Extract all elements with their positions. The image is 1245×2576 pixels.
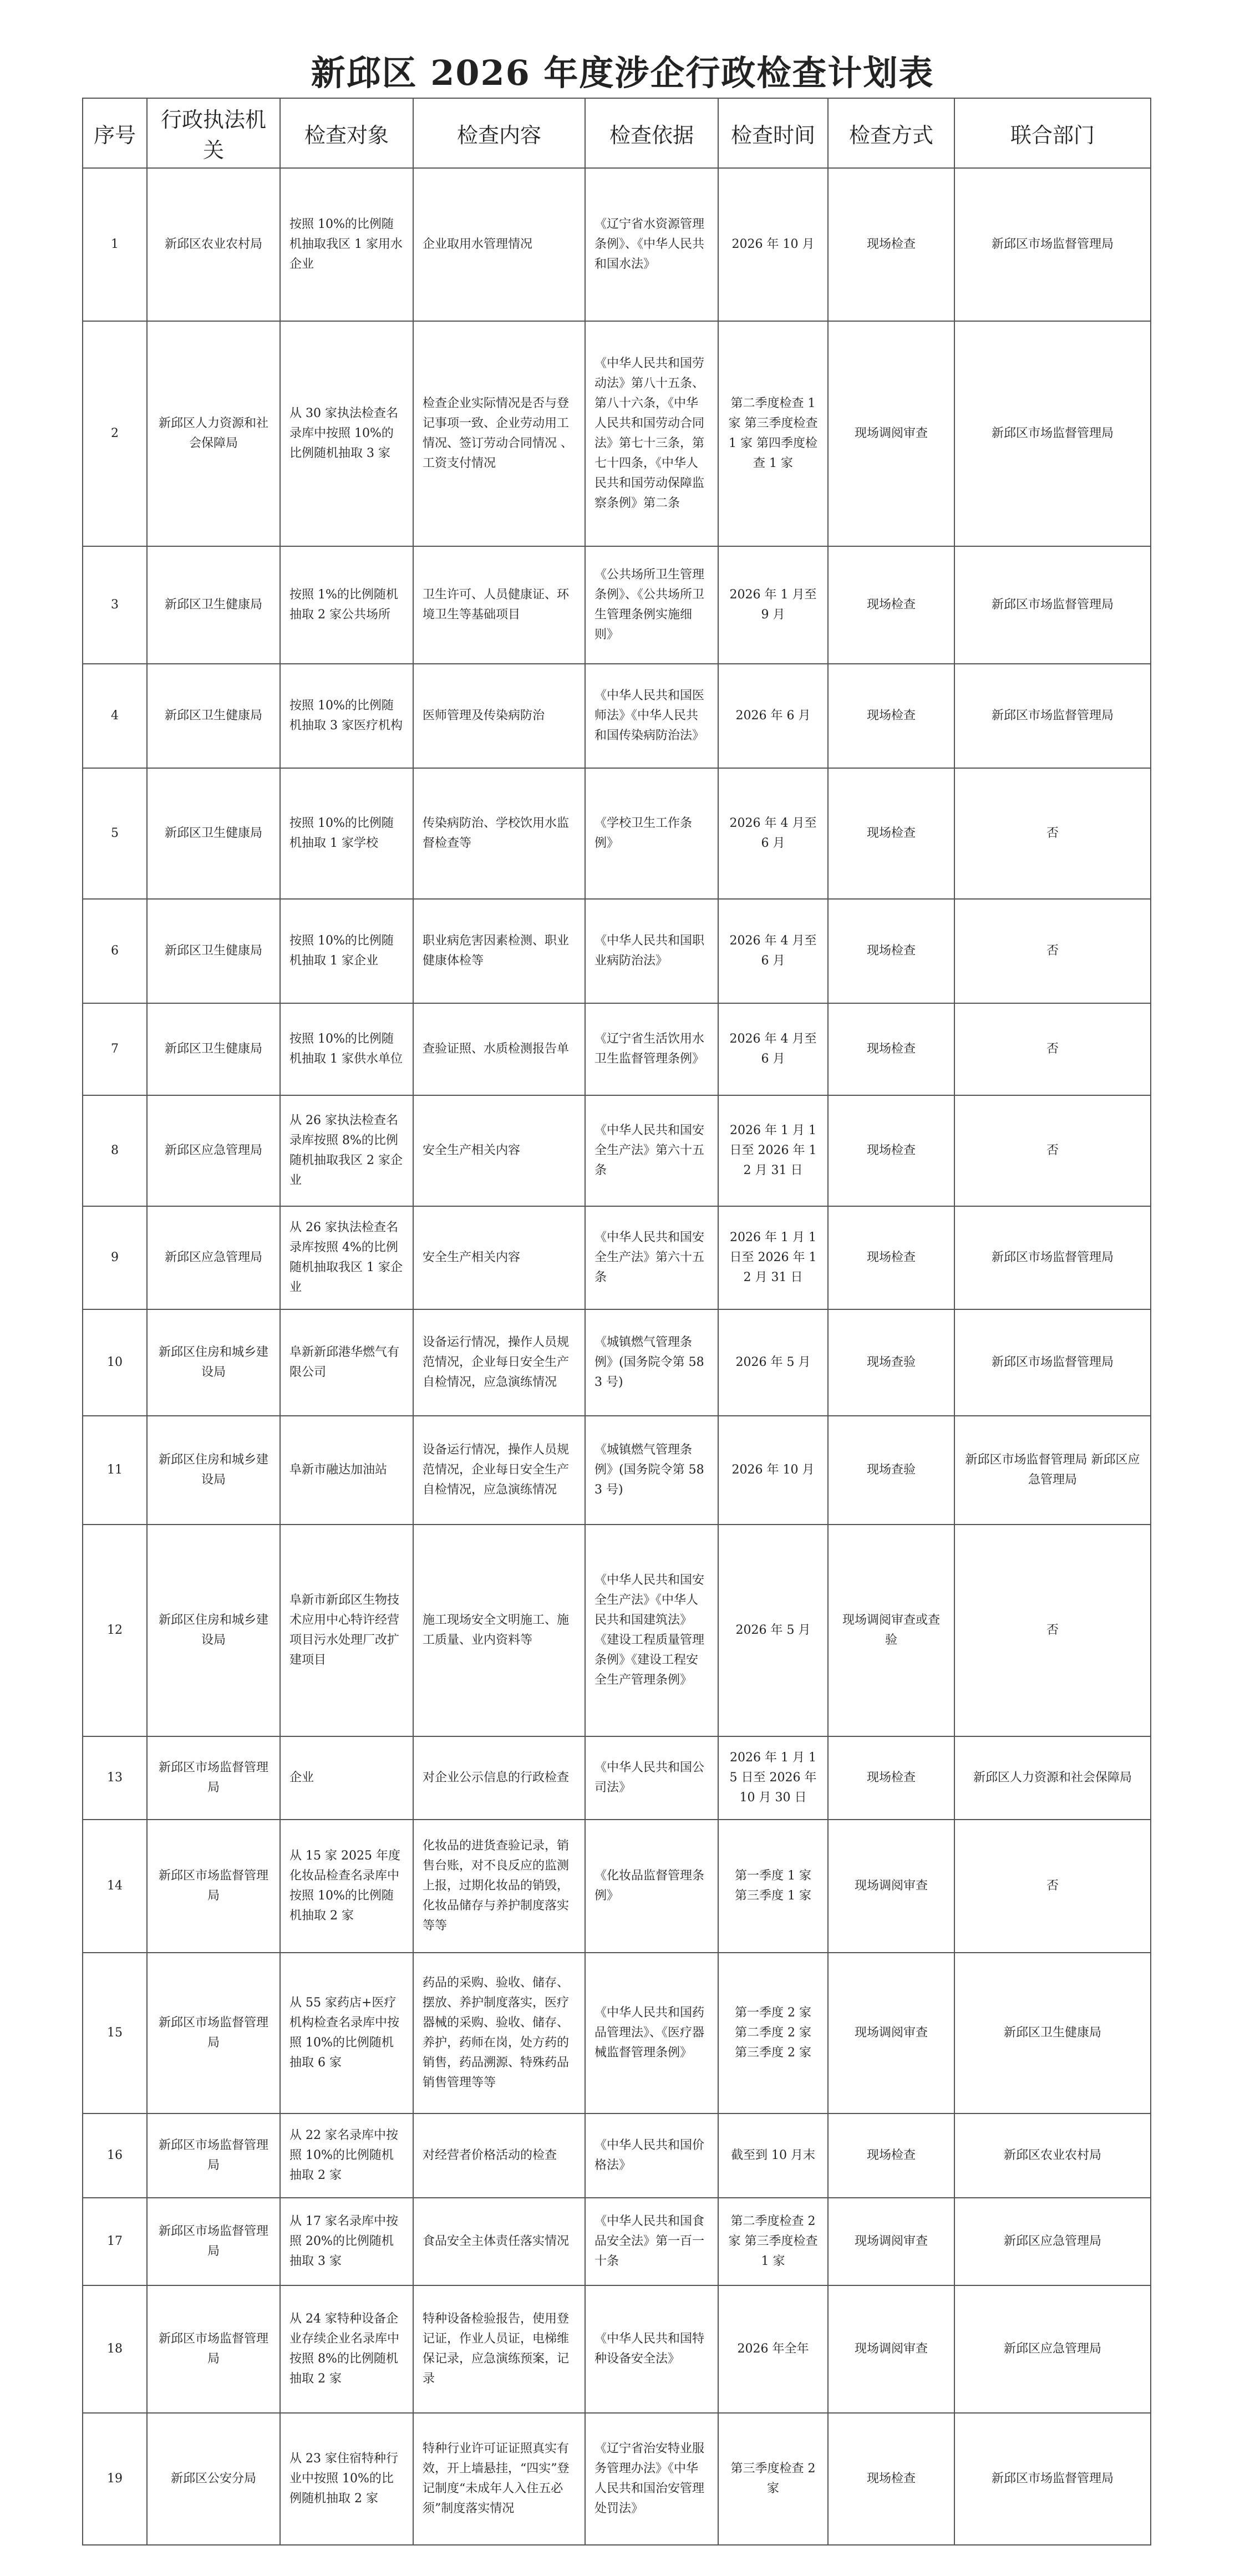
table-row <box>83 1309 1151 1416</box>
cell-no: 5 <box>83 768 147 899</box>
cell-target: 按照 1%的比例随机抽取 2 家公共场所 <box>280 546 413 664</box>
cell-content: 医师管理及传染病防治 <box>413 664 585 768</box>
cell-time: 第二季度检查 2 家 第三季度检查 1 家 <box>718 2198 828 2285</box>
cell-method: 现场检查 <box>828 168 954 321</box>
cell-basis: 《化妆品监督管理条例》 <box>585 1820 718 1953</box>
cell-joint: 新邱区市场监督管理局 <box>954 2413 1151 2545</box>
cell-agency: 新邱区卫生健康局 <box>147 1003 280 1095</box>
cell-basis: 《中华人民共和国食品安全法》第一百一十条 <box>585 2198 718 2285</box>
cell-method: 现场检查 <box>828 899 954 1003</box>
cell-time: 2026 年 6 月 <box>718 664 828 768</box>
cell-target: 从 55 家药店+医疗机构检查名录库中按照 10%的比例随机抽取 6 家 <box>280 1953 413 2113</box>
cell-basis: 《中华人民共和国安全生产法》《中华人民共和国建筑法》《建设工程质量管理条例》《建设工程安全生产管理条例》 <box>585 1525 718 1736</box>
cell-joint: 否 <box>954 899 1151 1003</box>
cell-content: 查验证照、水质检测报告单 <box>413 1003 585 1095</box>
cell-time: 2026 年 4 月至 6 月 <box>718 768 828 899</box>
header-cell-time: 检查时间 <box>718 98 828 168</box>
cell-time: 2026 年 4 月至 6 月 <box>718 1003 828 1095</box>
cell-time: 2026 年 1 月 1 日至 2026 年 12 月 31 日 <box>718 1206 828 1309</box>
cell-content: 设备运行情况，操作人员规范情况，企业每日安全生产自检情况，应急演练情况 <box>413 1416 585 1525</box>
cell-no: 17 <box>83 2198 147 2285</box>
cell-content: 企业取用水管理情况 <box>413 168 585 321</box>
cell-basis: 《中华人民共和国安全生产法》第六十五条 <box>585 1206 718 1309</box>
cell-method: 现场检查 <box>828 1095 954 1206</box>
cell-method: 现场检查 <box>828 2413 954 2545</box>
cell-agency: 新邱区应急管理局 <box>147 1206 280 1309</box>
header-cell-basis: 检查依据 <box>585 98 718 168</box>
table-row <box>83 1206 1151 1309</box>
cell-time: 2026 年 5 月 <box>718 1525 828 1736</box>
cell-agency: 新邱区住房和城乡建设局 <box>147 1525 280 1736</box>
cell-basis: 《城镇燃气管理条例》(国务院令第 583 号) <box>585 1416 718 1525</box>
cell-time: 2026 年全年 <box>718 2285 828 2413</box>
cell-time: 2026 年 1 月至 9 月 <box>718 546 828 664</box>
table-row <box>83 1953 1151 2113</box>
cell-method: 现场检查 <box>828 1206 954 1309</box>
cell-target: 按照 10%的比例随机抽取 3 家医疗机构 <box>280 664 413 768</box>
cell-time: 第二季度检查 1 家 第三季度检查 1 家 第四季度检查 1 家 <box>718 321 828 546</box>
cell-content: 检查企业实际情况是否与登记事项一致、企业劳动用工情况、签订劳动合同情况 、工资支付情况 <box>413 321 585 546</box>
cell-no: 2 <box>83 321 147 546</box>
cell-joint: 否 <box>954 1003 1151 1095</box>
cell-content: 药品的采购、验收、储存、摆放、养护制度落实，医疗器械的采购、验收、储存、养护，药师在岗，处方药的销售，药品溯源、特殊药品销售管理等等 <box>413 1953 585 2113</box>
cell-joint: 新邱区市场监督管理局 新邱区应急管理局 <box>954 1416 1151 1525</box>
cell-agency: 新邱区卫生健康局 <box>147 768 280 899</box>
cell-method: 现场调阅审查 <box>828 1820 954 1953</box>
cell-method: 现场调阅审查或查验 <box>828 1525 954 1736</box>
cell-no: 16 <box>83 2113 147 2198</box>
cell-joint: 新邱区应急管理局 <box>954 2285 1151 2413</box>
header-cell-content: 检查内容 <box>413 98 585 168</box>
cell-no: 8 <box>83 1095 147 1206</box>
cell-content: 施工现场安全文明施工、施工质量、业内资料等 <box>413 1525 585 1736</box>
cell-no: 10 <box>83 1309 147 1416</box>
table-row <box>83 2285 1151 2413</box>
cell-agency: 新邱区公安分局 <box>147 2413 280 2545</box>
cell-joint: 新邱区人力资源和社会保障局 <box>954 1736 1151 1820</box>
cell-basis: 《城镇燃气管理条例》(国务院令第 583 号) <box>585 1309 718 1416</box>
cell-target: 从 17 家名录库中按照 20%的比例随机抽取 3 家 <box>280 2198 413 2285</box>
cell-method: 现场调阅审查 <box>828 2198 954 2285</box>
header-cell-target: 检查对象 <box>280 98 413 168</box>
cell-agency: 新邱区农业农村局 <box>147 168 280 321</box>
cell-target: 从 26 家执法检查名录库按照 8%的比例随机抽取我区 2 家企业 <box>280 1095 413 1206</box>
cell-no: 19 <box>83 2413 147 2545</box>
cell-content: 特种行业许可证证照真实有效，开上墙悬挂，“四实”登记制度“未成年人入住五必须”制度落实情况 <box>413 2413 585 2545</box>
cell-method: 现场查验 <box>828 1416 954 1525</box>
cell-time: 第一季度 1 家 第三季度 1 家 <box>718 1820 828 1953</box>
cell-basis: 《中华人民共和国职业病防治法》 <box>585 899 718 1003</box>
cell-time: 2026 年 5 月 <box>718 1309 828 1416</box>
cell-target: 按照 10%的比例随机抽取 1 家企业 <box>280 899 413 1003</box>
cell-method: 现场检查 <box>828 2113 954 2198</box>
table-row <box>83 1525 1151 1736</box>
cell-basis: 《公共场所卫生管理条例》、《公共场所卫生管理条例实施细则》 <box>585 546 718 664</box>
cell-agency: 新邱区卫生健康局 <box>147 899 280 1003</box>
cell-agency: 新邱区住房和城乡建设局 <box>147 1309 280 1416</box>
cell-joint: 新邱区市场监督管理局 <box>954 321 1151 546</box>
cell-agency: 新邱区人力资源和社会保障局 <box>147 321 280 546</box>
table-row <box>83 546 1151 664</box>
cell-agency: 新邱区市场监督管理局 <box>147 1953 280 2113</box>
cell-method: 现场查验 <box>828 1309 954 1416</box>
cell-no: 11 <box>83 1416 147 1525</box>
cell-no: 4 <box>83 664 147 768</box>
cell-method: 现场检查 <box>828 664 954 768</box>
cell-agency: 新邱区市场监督管理局 <box>147 2113 280 2198</box>
table-row <box>83 1003 1151 1095</box>
cell-joint: 新邱区市场监督管理局 <box>954 546 1151 664</box>
table-row <box>83 2413 1151 2545</box>
cell-content: 职业病危害因素检测、职业健康体检等 <box>413 899 585 1003</box>
cell-time: 第三季度检查 2 家 <box>718 2413 828 2545</box>
cell-content: 设备运行情况，操作人员规范情况，企业每日安全生产自检情况，应急演练情况 <box>413 1309 585 1416</box>
cell-method: 现场调阅审查 <box>828 1953 954 2113</box>
cell-method: 现场调阅审查 <box>828 321 954 546</box>
cell-basis: 《中华人民共和国价格法》 <box>585 2113 718 2198</box>
cell-no: 9 <box>83 1206 147 1309</box>
table-header <box>83 98 1151 168</box>
header-cell-no: 序号 <box>83 98 147 168</box>
cell-joint: 否 <box>954 1525 1151 1736</box>
cell-target: 阜新市融达加油站 <box>280 1416 413 1525</box>
cell-no: 7 <box>83 1003 147 1095</box>
cell-basis: 《辽宁省生活饮用水卫生监督管理条例》 <box>585 1003 718 1095</box>
cell-no: 15 <box>83 1953 147 2113</box>
cell-method: 现场调阅审查 <box>828 2285 954 2413</box>
cell-no: 14 <box>83 1820 147 1953</box>
cell-joint: 否 <box>954 768 1151 899</box>
table-row <box>83 664 1151 768</box>
cell-basis: 《中华人民共和国特种设备安全法》 <box>585 2285 718 2413</box>
cell-agency: 新邱区卫生健康局 <box>147 546 280 664</box>
cell-basis: 《辽宁省治安特业服务管理办法》《中华人民共和国治安管理处罚法》 <box>585 2413 718 2545</box>
cell-method: 现场检查 <box>828 546 954 664</box>
cell-basis: 《辽宁省水资源管理条例》、《中华人民共和国水法》 <box>585 168 718 321</box>
inspection-plan-table <box>82 98 1151 2545</box>
cell-content: 化妆品的进货查验记录，销售台账，对不良反应的监测上报，过期化妆品的销毁，化妆品储存与养护制度落实等等 <box>413 1820 585 1953</box>
cell-method: 现场检查 <box>828 768 954 899</box>
cell-agency: 新邱区市场监督管理局 <box>147 2285 280 2413</box>
cell-time: 2026 年 4 月至 6 月 <box>718 899 828 1003</box>
table-row <box>83 899 1151 1003</box>
cell-joint: 新邱区市场监督管理局 <box>954 664 1151 768</box>
header-row <box>83 98 1151 168</box>
cell-time: 2026 年 1 月 1 日至 2026 年 12 月 31 日 <box>718 1095 828 1206</box>
cell-no: 13 <box>83 1736 147 1820</box>
cell-target: 从 22 家名录库中按照 10%的比例随机抽取 2 家 <box>280 2113 413 2198</box>
cell-no: 1 <box>83 168 147 321</box>
header-cell-method: 检查方式 <box>828 98 954 168</box>
cell-target: 从 24 家特种设备企业存续企业名录库中按照 8%的比例随机抽取 2 家 <box>280 2285 413 2413</box>
cell-target: 按照 10%的比例随机抽取 1 家供水单位 <box>280 1003 413 1095</box>
cell-joint: 新邱区市场监督管理局 <box>954 168 1151 321</box>
cell-joint: 新邱区卫生健康局 <box>954 1953 1151 2113</box>
cell-method: 现场检查 <box>828 1003 954 1095</box>
cell-no: 12 <box>83 1525 147 1736</box>
cell-time: 2026 年 10 月 <box>718 168 828 321</box>
cell-content: 特种设备检验报告，使用登记证，作业人员证，电梯维保记录，应急演练预案，记录 <box>413 2285 585 2413</box>
cell-content: 对经营者价格活动的检查 <box>413 2113 585 2198</box>
header-cell-agency: 行政执法机关 <box>147 98 280 168</box>
cell-joint: 否 <box>954 1095 1151 1206</box>
cell-agency: 新邱区应急管理局 <box>147 1095 280 1206</box>
cell-time: 截至到 10 月末 <box>718 2113 828 2198</box>
cell-joint: 新邱区农业农村局 <box>954 2113 1151 2198</box>
table-row <box>83 1736 1151 1820</box>
cell-content: 传染病防治、学校饮用水监督检查等 <box>413 768 585 899</box>
cell-joint: 新邱区应急管理局 <box>954 2198 1151 2285</box>
table-row <box>83 1416 1151 1525</box>
cell-target: 从 30 家执法检查名录库中按照 10%的比例随机抽取 3 家 <box>280 321 413 546</box>
cell-joint: 否 <box>954 1820 1151 1953</box>
cell-content: 对企业公示信息的行政检查 <box>413 1736 585 1820</box>
cell-time: 第一季度 2 家 第二季度 2 家 第三季度 2 家 <box>718 1953 828 2113</box>
cell-content: 安全生产相关内容 <box>413 1206 585 1309</box>
cell-basis: 《中华人民共和国药品管理法》、《医疗器械监督管理条例》 <box>585 1953 718 2113</box>
cell-target: 从 23 家住宿特种行业中按照 10%的比例随机抽取 2 家 <box>280 2413 413 2545</box>
cell-agency: 新邱区住房和城乡建设局 <box>147 1416 280 1525</box>
cell-time: 2026 年 10 月 <box>718 1416 828 1525</box>
table-row <box>83 168 1151 321</box>
cell-target: 阜新市新邱区生物技术应用中心特许经营项目污水处理厂改扩建项目 <box>280 1525 413 1736</box>
page-title: 新邱区 2026 年度涉企行政检查计划表 <box>311 53 934 93</box>
cell-basis: 《中华人民共和国公司法》 <box>585 1736 718 1820</box>
cell-agency: 新邱区卫生健康局 <box>147 664 280 768</box>
cell-basis: 《中华人民共和国医师法》《中华人民共和国传染病防治法》 <box>585 664 718 768</box>
cell-basis: 《中华人民共和国劳动法》第八十五条、第八十六条，《中华人民共和国劳动合同法》第七十三条，第七十四条，《中华人民共和国劳动保障监察条例》第二条 <box>585 321 718 546</box>
cell-target: 从 15 家 2025 年度化妆品检查名录库中按照 10%的比例随机抽取 2 家 <box>280 1820 413 1953</box>
table-row <box>83 321 1151 546</box>
table-body <box>83 168 1151 2545</box>
cell-no: 3 <box>83 546 147 664</box>
cell-target: 企业 <box>280 1736 413 1820</box>
cell-no: 18 <box>83 2285 147 2413</box>
header-cell-joint: 联合部门 <box>954 98 1151 168</box>
table-row <box>83 1095 1151 1206</box>
cell-agency: 新邱区市场监督管理局 <box>147 1820 280 1953</box>
cell-time: 2026 年 1 月 15 日至 2026 年 10 月 30 日 <box>718 1736 828 1820</box>
cell-basis: 《中华人民共和国安全生产法》第六十五条 <box>585 1095 718 1206</box>
cell-content: 安全生产相关内容 <box>413 1095 585 1206</box>
table-row <box>83 1820 1151 1953</box>
cell-target: 按照 10%的比例随机抽取 1 家学校 <box>280 768 413 899</box>
cell-target: 阜新新邱港华燃气有限公司 <box>280 1309 413 1416</box>
cell-method: 现场检查 <box>828 1736 954 1820</box>
table-row <box>83 2113 1151 2198</box>
table-row <box>83 768 1151 899</box>
cell-target: 按照 10%的比例随机抽取我区 1 家用水企业 <box>280 168 413 321</box>
cell-content: 食品安全主体责任落实情况 <box>413 2198 585 2285</box>
cell-target: 从 26 家执法检查名录库按照 4%的比例随机抽取我区 1 家企业 <box>280 1206 413 1309</box>
cell-content: 卫生许可、人员健康证、环境卫生等基础项目 <box>413 546 585 664</box>
cell-agency: 新邱区市场监督管理局 <box>147 1736 280 1820</box>
cell-no: 6 <box>83 899 147 1003</box>
cell-joint: 新邱区市场监督管理局 <box>954 1309 1151 1416</box>
cell-joint: 新邱区市场监督管理局 <box>954 1206 1151 1309</box>
cell-agency: 新邱区市场监督管理局 <box>147 2198 280 2285</box>
table-row <box>83 2198 1151 2285</box>
cell-basis: 《学校卫生工作条例》 <box>585 768 718 899</box>
